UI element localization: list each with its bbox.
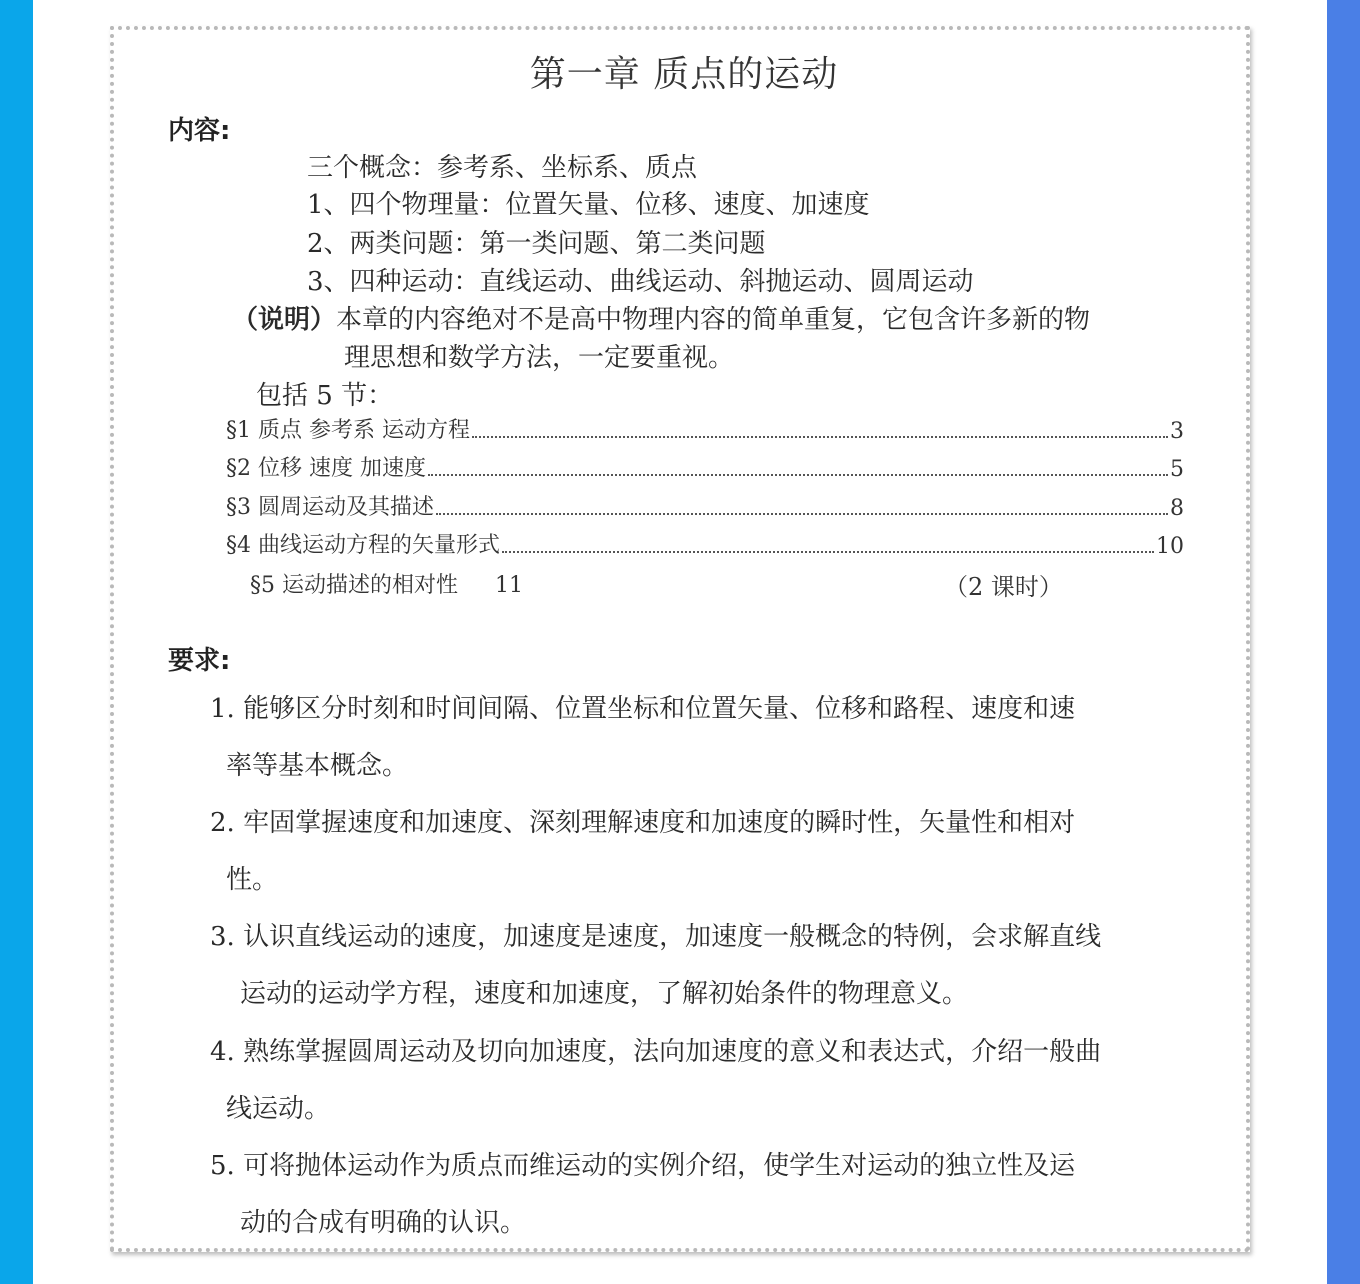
toc-page: 3 <box>1170 419 1184 444</box>
toc-leader <box>472 436 1168 438</box>
chapter-title: 第一章 质点的运动 <box>529 54 839 95</box>
requirement-line: 5. 可将抛体运动作为质点而维运动的实例介绍，使学生对运动的独立性及运 <box>210 1151 1076 1181</box>
requirement-line: 性。 <box>226 865 279 895</box>
requirement-line: 运动的运动学方程，速度和加速度，了解初始条件的物理意义。 <box>240 979 969 1009</box>
note-line-2: 理思想和数学方法，一定要重视。 <box>344 343 735 373</box>
left-side-bar <box>0 0 33 1284</box>
toc-page: 11 <box>495 573 523 598</box>
content-heading: 内容: <box>168 116 231 146</box>
toc-leader <box>428 474 1168 476</box>
toc-title: §3 圆周运动及其描述 <box>226 495 434 520</box>
note-label: （说明） <box>232 305 337 335</box>
toc-entry[interactable] <box>226 414 1184 444</box>
right-side-bar <box>1327 0 1360 1284</box>
toc-page: 8 <box>1170 496 1184 521</box>
toc-title: §1 质点 参考系 运动方程 <box>226 418 470 443</box>
toc-page: 10 <box>1156 534 1184 559</box>
toc-title: §4 曲线运动方程的矢量形式 <box>226 533 500 558</box>
requirement-line: 动的合成有明确的认识。 <box>240 1208 527 1238</box>
concepts-line: 三个概念：参考系、坐标系、质点 <box>307 153 698 183</box>
note-text: 本章的内容绝对不是高中物理内容的简单重复，它包含许多新的物 <box>336 305 1091 335</box>
requirement-line: 2. 牢固掌握速度和加速度、深刻理解速度和加速度的瞬时性，矢量性和相对 <box>210 808 1076 838</box>
requirement-line: 4. 熟练掌握圆周运动及切向加速度，法向加速度的意义和表达式，介绍一般曲 <box>210 1037 1102 1067</box>
toc-leader <box>436 513 1168 515</box>
toc-leader <box>502 551 1154 553</box>
toc-last-entry[interactable] <box>250 568 523 599</box>
requirement-line: 3. 认识直线运动的速度，加速度是速度，加速度一般概念的特例，会求解直线 <box>210 922 1102 952</box>
document-page <box>110 26 1250 1252</box>
requirement-line: 1. 能够区分时刻和时间间隔、位置坐标和位置矢量、位移和路程、速度和速 <box>210 694 1076 724</box>
sections-intro: 包括 5 节： <box>256 381 394 411</box>
note-line-1 <box>232 299 1090 336</box>
content-item: 2、两类问题：第一类问题、第二类问题 <box>307 229 766 259</box>
requirement-line: 率等基本概念。 <box>226 751 409 781</box>
toc-entry[interactable] <box>226 529 1184 559</box>
toc-page: 5 <box>1170 457 1184 482</box>
toc-title: §5 运动描述的相对性 <box>250 573 458 598</box>
class-hours: （2 课时） <box>944 573 1063 601</box>
content-item: 1、四个物理量：位置矢量、位移、速度、加速度 <box>307 190 870 220</box>
requirements-heading: 要求: <box>168 646 231 676</box>
toc-entry[interactable] <box>226 491 1184 521</box>
toc-entry[interactable] <box>226 452 1184 482</box>
toc-title: §2 位移 速度 加速度 <box>226 456 426 481</box>
content-item: 3、四种运动：直线运动、曲线运动、斜抛运动、圆周运动 <box>307 267 974 297</box>
requirement-line: 线运动。 <box>226 1094 331 1124</box>
